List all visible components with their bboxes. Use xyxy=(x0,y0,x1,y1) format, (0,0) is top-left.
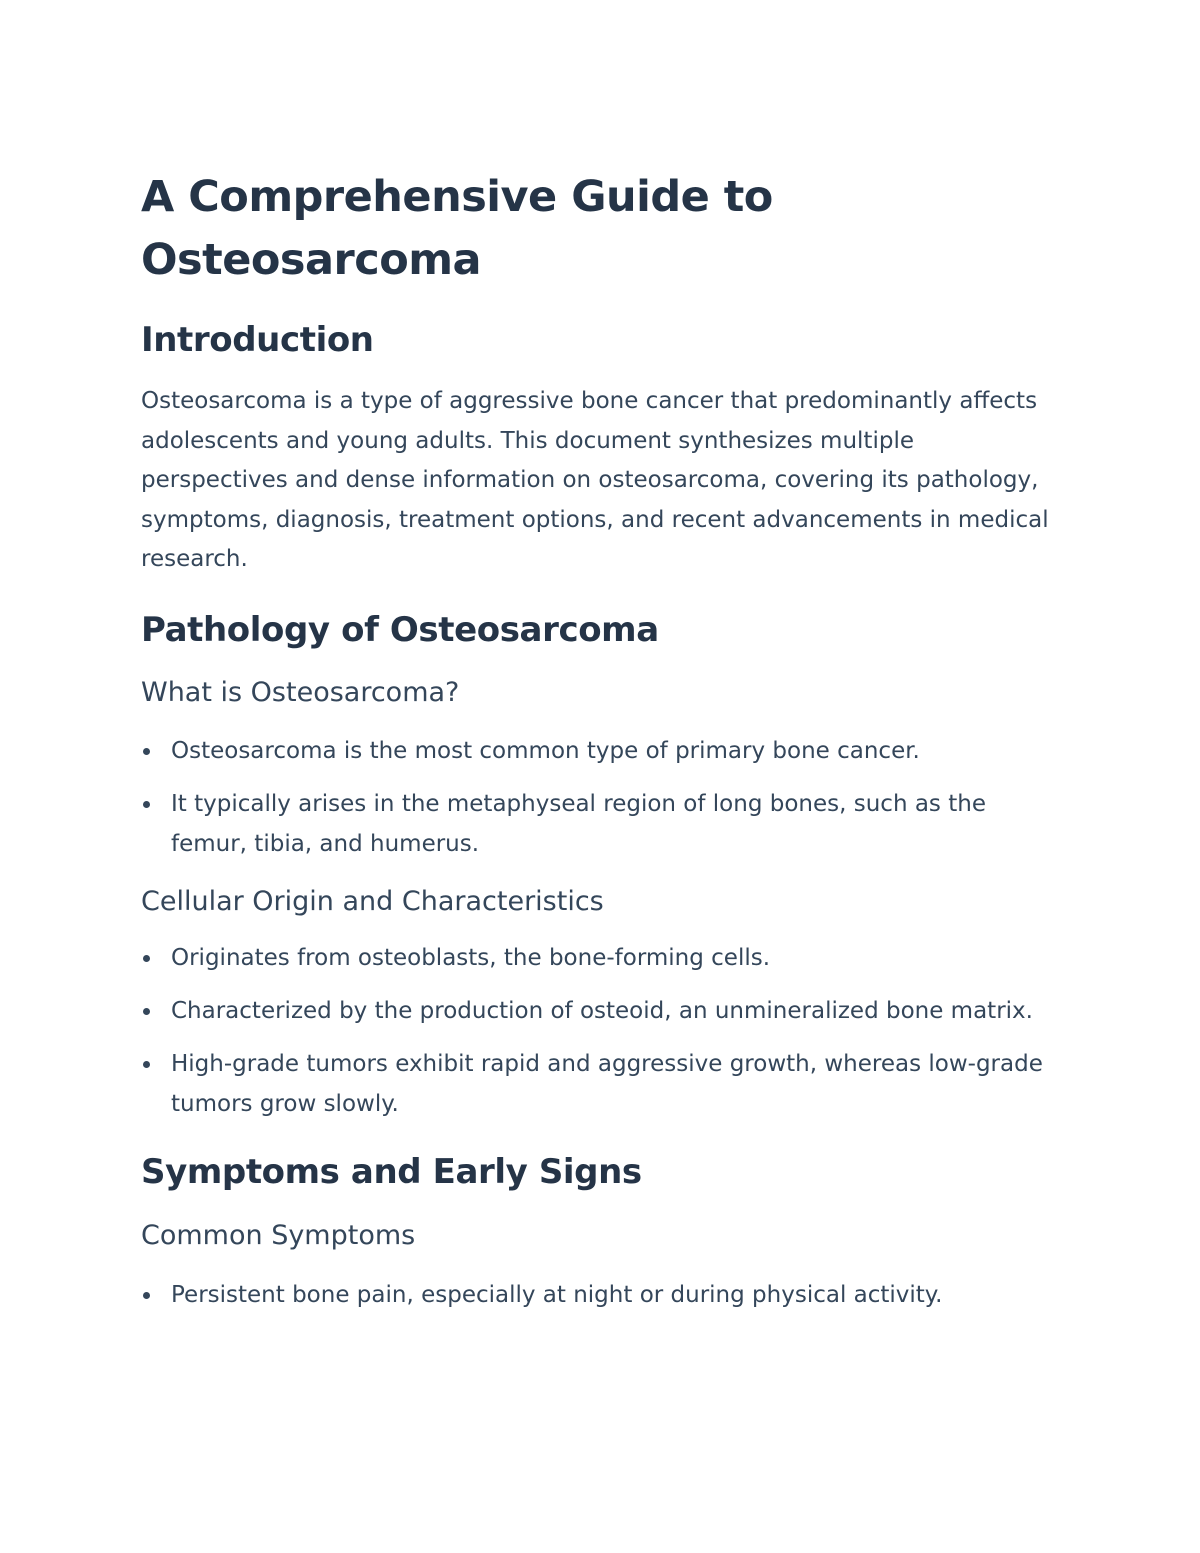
introduction-paragraph: Osteosarcoma is a type of aggressive bone cancer that predominantly affects adolescents and young adults. This document synthesizes multiple perspectives and dense information on osteosarcoma, covering its pathology, symptoms, diagnosis, treatment options, and recent advancements in medical research. xyxy=(141,388,1049,572)
document-title: A Comprehensive Guide to Osteosarcoma xyxy=(141,172,773,285)
list-item: Osteosarcoma is the most common type of primary bone cancer. xyxy=(141,731,1061,771)
what-is-heading: What is Osteosarcoma? xyxy=(141,676,460,708)
document-page xyxy=(141,166,1061,1315)
common-symptoms-list xyxy=(141,1275,1061,1315)
symptoms-heading: Symptoms and Early Signs xyxy=(141,1151,642,1192)
list-item: Originates from osteoblasts, the bone-forming cells. xyxy=(141,938,1061,978)
pathology-heading: Pathology of Osteosarcoma xyxy=(141,609,659,650)
list-item: Persistent bone pain, especially at night or during physical activity. xyxy=(141,1275,1061,1315)
list-item: It typically arises in the metaphyseal region of long bones, such as the femur, tibia, and humerus. xyxy=(141,784,1061,864)
what-is-list xyxy=(141,731,1061,864)
introduction-heading: Introduction xyxy=(141,320,374,360)
list-item: High-grade tumors exhibit rapid and aggressive growth, whereas low-grade tumors grow slowly. xyxy=(141,1044,1061,1124)
cellular-origin-heading: Cellular Origin and Characteristics xyxy=(141,885,604,917)
list-item: Characterized by the production of osteoid, an unmineralized bone matrix. xyxy=(141,991,1061,1031)
cellular-origin-list xyxy=(141,938,1061,1124)
common-symptoms-heading: Common Symptoms xyxy=(141,1219,416,1251)
